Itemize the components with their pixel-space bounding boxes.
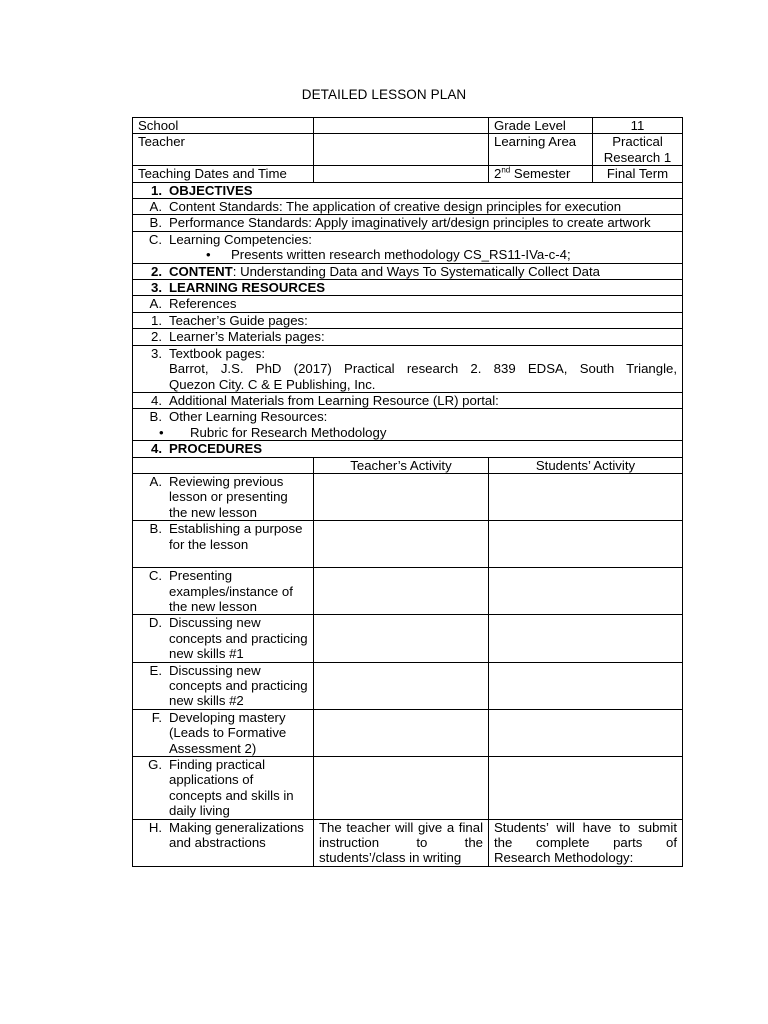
procedure-step-marker: H. bbox=[148, 819, 162, 835]
students-activity-cell bbox=[489, 473, 683, 520]
learners-materials-row bbox=[133, 329, 683, 345]
content-row bbox=[133, 263, 683, 279]
procedures-heading: PROCEDURES bbox=[169, 441, 263, 457]
references-row bbox=[133, 296, 683, 312]
objectives-heading: OBJECTIVES bbox=[169, 182, 253, 198]
references-label: References bbox=[169, 296, 237, 312]
procedures-blank-header bbox=[133, 457, 314, 473]
procedures-heading-row bbox=[133, 441, 683, 457]
procedure-step-cell bbox=[133, 615, 314, 662]
students-activity-header: Students’ Activity bbox=[489, 457, 683, 473]
procedure-row bbox=[133, 521, 683, 568]
performance-standards-marker: B. bbox=[149, 215, 162, 231]
procedure-step-cell bbox=[133, 709, 314, 756]
procedure-step-marker: E. bbox=[149, 662, 162, 678]
semester-number: 2 bbox=[494, 166, 502, 182]
dates-value bbox=[314, 166, 489, 182]
procedure-step-cell bbox=[133, 819, 314, 866]
school-value bbox=[314, 118, 489, 134]
teacher-activity-cell bbox=[314, 757, 489, 820]
dates-label: Teaching Dates and Time bbox=[133, 166, 314, 182]
procedures-column-header-row bbox=[133, 457, 683, 473]
textbook-row bbox=[133, 345, 683, 392]
semester-text: Semester bbox=[510, 166, 571, 182]
procedure-step-marker: D. bbox=[148, 615, 162, 631]
textbook-citation-line-1: Barrot, J.S. PhD (2017) Practical research 2. 839 EDSA, South Triangle, bbox=[169, 361, 677, 377]
additional-materials-marker: 4. bbox=[151, 392, 162, 408]
other-resources-row bbox=[133, 409, 683, 441]
content-standards-marker: A. bbox=[149, 199, 162, 215]
procedure-row bbox=[133, 819, 683, 866]
learning-area-value: Practical Research 1 bbox=[593, 134, 683, 166]
procedure-row bbox=[133, 757, 683, 820]
performance-standards-row bbox=[133, 215, 683, 231]
procedure-step-cell bbox=[133, 568, 314, 615]
teacher-activity-cell bbox=[314, 568, 489, 615]
procedure-row bbox=[133, 662, 683, 709]
textbook-marker: 3. bbox=[151, 345, 162, 361]
teachers-activity-header: Teacher’s Activity bbox=[314, 457, 489, 473]
procedure-step-marker: C. bbox=[148, 568, 162, 584]
grade-level-value: 11 bbox=[593, 118, 683, 134]
procedure-row bbox=[133, 473, 683, 520]
procedure-step-marker: G. bbox=[148, 757, 162, 773]
competency-bullet-text: Presents written research methodology CS_RS11-IVa-c-4; bbox=[231, 247, 571, 263]
bullet-icon: • bbox=[206, 247, 211, 263]
teacher-activity-cell bbox=[314, 709, 489, 756]
procedure-step-label: Finding practical applications of concepts and skills in daily living bbox=[169, 757, 294, 819]
semester-cell bbox=[489, 166, 593, 182]
content-standards-text: Content Standards: The application of creative design principles for execution bbox=[169, 199, 622, 215]
performance-standards-text: Performance Standards: Apply imaginatively art/design principles to create artwork bbox=[169, 215, 651, 231]
students-activity-cell bbox=[489, 662, 683, 709]
teachers-guide-label: Teacher’s Guide pages: bbox=[169, 312, 308, 328]
other-resources-marker: B. bbox=[149, 409, 162, 425]
learning-resources-heading-row bbox=[133, 280, 683, 296]
school-label: School bbox=[133, 118, 314, 134]
procedures-body bbox=[133, 473, 683, 866]
objectives-number: 1. bbox=[151, 182, 162, 198]
teacher-row bbox=[133, 134, 683, 166]
procedures-number: 4. bbox=[151, 441, 162, 457]
document-title: DETAILED LESSON PLAN bbox=[301, 87, 467, 102]
procedure-step-marker: B. bbox=[149, 521, 162, 537]
teacher-activity-cell: The teacher will give a final instruction to the students’/class in writing bbox=[314, 819, 489, 866]
procedure-step-label: Discussing new concepts and practicing new skills #2 bbox=[169, 662, 308, 709]
bullet-icon: • bbox=[159, 424, 164, 440]
students-activity-cell bbox=[489, 709, 683, 756]
procedure-step-label: Making generalizations and abstractions bbox=[169, 819, 304, 851]
teachers-guide-row bbox=[133, 312, 683, 328]
students-activity-cell bbox=[489, 615, 683, 662]
learning-competencies-row bbox=[133, 231, 683, 263]
term-value: Final Term bbox=[593, 166, 683, 182]
procedure-step-cell bbox=[133, 757, 314, 820]
rubric-bullet-text: Rubric for Research Methodology bbox=[190, 424, 387, 440]
learning-resources-number: 3. bbox=[151, 280, 162, 296]
textbook-label: Textbook pages: bbox=[169, 345, 266, 361]
teacher-label: Teacher bbox=[133, 134, 314, 166]
learners-materials-label: Learner’s Materials pages: bbox=[169, 329, 325, 345]
teacher-activity-cell bbox=[314, 662, 489, 709]
textbook-citation-line-2: Quezon City. C & E Publishing, Inc. bbox=[169, 376, 376, 392]
lesson-plan-table bbox=[132, 117, 683, 867]
learners-materials-marker: 2. bbox=[151, 329, 162, 345]
teacher-activity-cell bbox=[314, 615, 489, 662]
students-activity-cell: Students’ will have to submit the complete parts of Research Methodology: bbox=[489, 819, 683, 866]
procedure-row bbox=[133, 709, 683, 756]
grade-level-label: Grade Level bbox=[489, 118, 593, 134]
procedure-row bbox=[133, 615, 683, 662]
additional-materials-label: Additional Materials from Learning Resource (LR) portal: bbox=[169, 392, 499, 408]
teachers-guide-marker: 1. bbox=[151, 312, 162, 328]
procedure-row bbox=[133, 568, 683, 615]
procedure-step-label: Reviewing previous lesson or presenting the new lesson bbox=[169, 473, 288, 520]
learning-area-label: Learning Area bbox=[489, 134, 593, 166]
additional-materials-row bbox=[133, 392, 683, 408]
learning-competencies-label: Learning Competencies: bbox=[169, 231, 312, 247]
semester-superscript: nd bbox=[501, 165, 511, 175]
content-standards-row bbox=[133, 199, 683, 215]
content-text: : Understanding Data and Ways To Systematically Collect Data bbox=[232, 263, 600, 279]
learning-competencies-marker: C. bbox=[148, 231, 162, 247]
learning-resources-heading: LEARNING RESOURCES bbox=[169, 280, 326, 296]
procedure-step-label: Presenting examples/instance of the new lesson bbox=[169, 568, 293, 614]
procedure-step-cell bbox=[133, 521, 314, 568]
students-activity-cell bbox=[489, 521, 683, 568]
references-marker: A. bbox=[149, 296, 162, 312]
procedure-step-label: Establishing a purpose for the lesson bbox=[169, 521, 303, 552]
procedure-step-label: Developing mastery (Leads to Formative Assessment 2) bbox=[169, 709, 287, 756]
procedure-step-label: Discussing new concepts and practicing new skills #1 bbox=[169, 615, 308, 662]
school-row bbox=[133, 118, 683, 134]
procedure-step-marker: F. bbox=[151, 709, 162, 725]
content-heading: CONTENT bbox=[169, 263, 233, 279]
content-number: 2. bbox=[151, 263, 162, 279]
dates-row bbox=[133, 166, 683, 182]
other-resources-label: Other Learning Resources: bbox=[169, 409, 328, 425]
students-activity-cell bbox=[489, 757, 683, 820]
procedure-step-cell bbox=[133, 662, 314, 709]
students-activity-cell bbox=[489, 568, 683, 615]
objectives-heading-row bbox=[133, 182, 683, 198]
teacher-value bbox=[314, 134, 489, 166]
teacher-activity-cell bbox=[314, 521, 489, 568]
procedure-step-cell bbox=[133, 473, 314, 520]
procedure-step-marker: A. bbox=[149, 473, 162, 489]
teacher-activity-cell bbox=[314, 473, 489, 520]
